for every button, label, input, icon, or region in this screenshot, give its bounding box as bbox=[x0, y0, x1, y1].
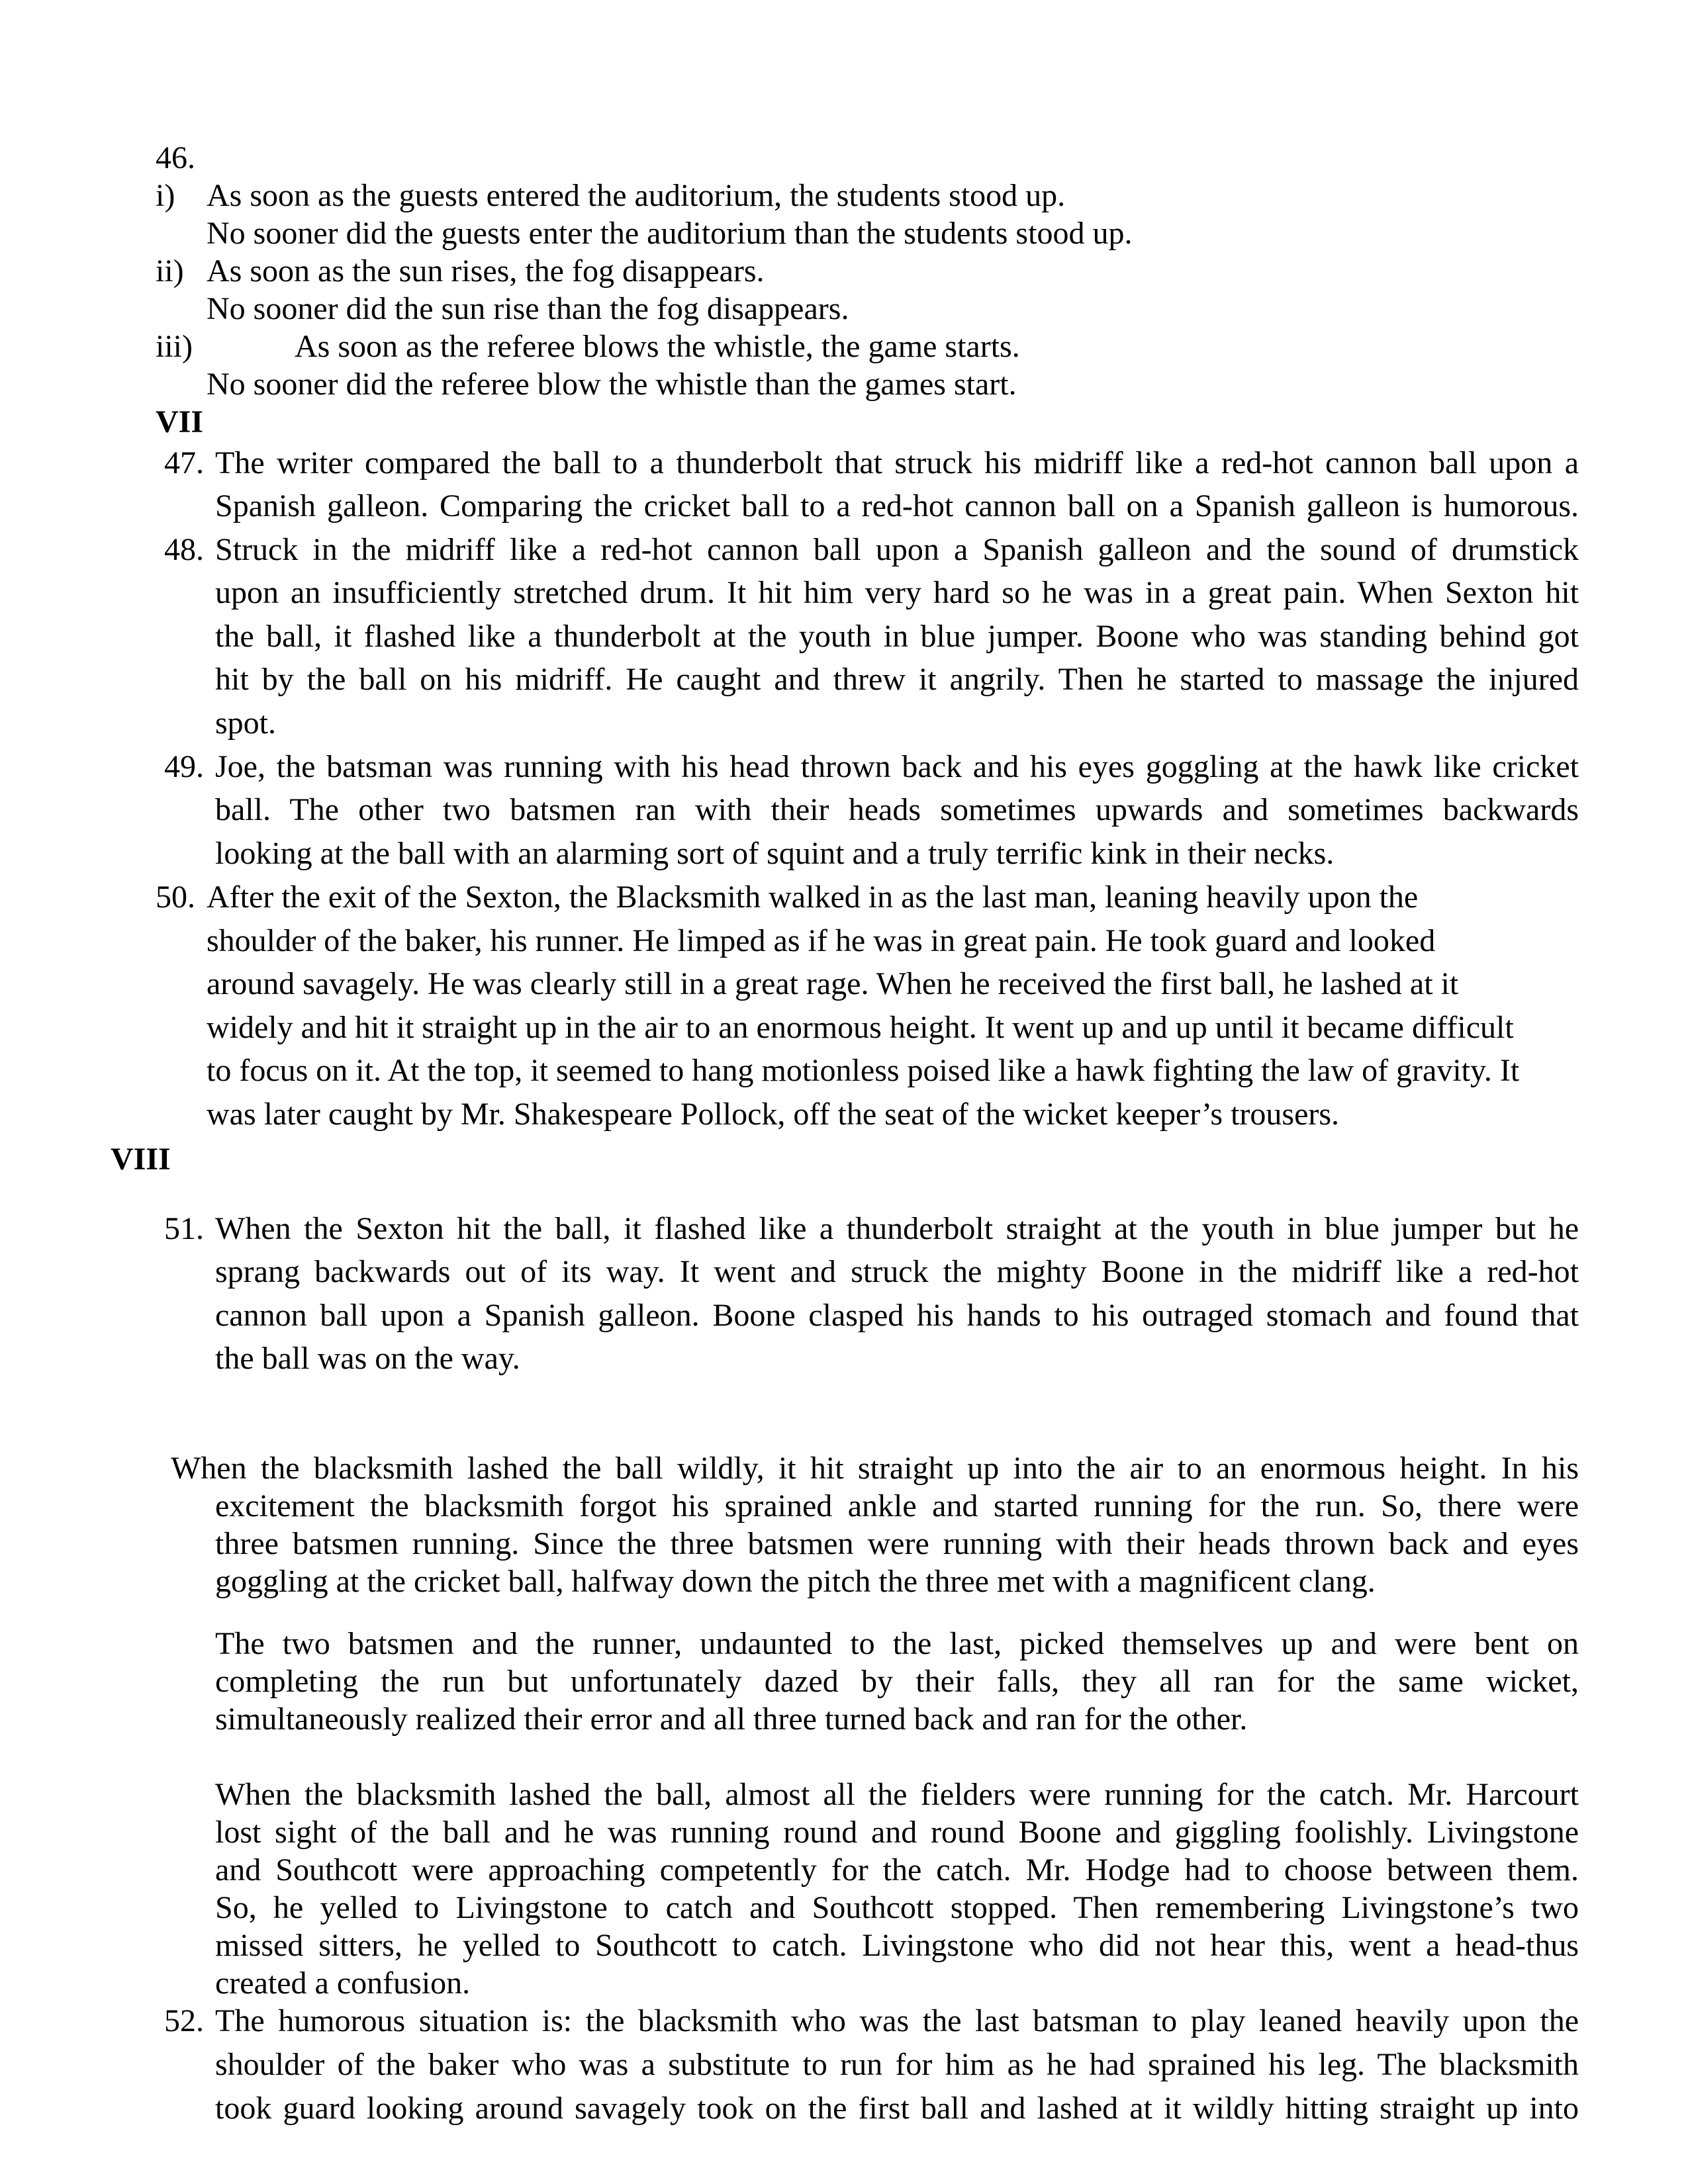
answer-line: As soon as the guests entered the auditorium, the students stood up. bbox=[207, 178, 1066, 213]
paragraph-line: created a confusion. bbox=[215, 1966, 471, 2001]
answer-line: around savagely. He was clearly still in a great rage. When he received the first ball, he lashed at it bbox=[207, 966, 1459, 1001]
item-label: iii) bbox=[156, 329, 193, 364]
answer-line: After the exit of the Sexton, the Blacksmith walked in as the last man, leaning heavily upon the bbox=[207, 880, 1419, 915]
question-number: 49. bbox=[164, 749, 204, 784]
item-label: ii) bbox=[156, 253, 184, 289]
answer-line: Struck in the midriff like a red-hot cannon ball upon a Spanish galleon and the sound of drumstick bbox=[215, 532, 1579, 567]
answer-line: took guard looking around savagely took on the first ball and lashed at it wildly hitting straight up into bbox=[215, 2091, 1579, 2126]
answer-line: cannon ball upon a Spanish galleon. Boone clasped his hands to his outraged stomach and found that bbox=[215, 1298, 1579, 1333]
answer-line: the ball was on the way. bbox=[215, 1341, 520, 1376]
answer-line: No sooner did the guests enter the auditorium than the students stood up. bbox=[207, 216, 1133, 251]
paragraph-line: and Southcott were approaching competently for the catch. Mr. Hodge had to choose between them. bbox=[215, 1852, 1579, 1888]
section-heading: VIII bbox=[111, 1142, 171, 1177]
answer-line: the ball, it flashed like a thunderbolt at the youth in blue jumper. Boone who was standing behind got bbox=[215, 619, 1579, 654]
paragraph-line: simultaneously realized their error and all three turned back and ran for the other. bbox=[215, 1702, 1248, 1737]
answer-line: looking at the ball with an alarming sort of squint and a truly terrific kink in their necks. bbox=[215, 836, 1335, 871]
answer-line: As soon as the sun rises, the fog disappears. bbox=[207, 253, 765, 289]
paragraph-line: So, he yelled to Livingstone to catch and Southcott stopped. Then remembering Livingstone’s two bbox=[215, 1890, 1579, 1925]
question-number: 46. bbox=[156, 140, 195, 175]
question-number: 51. bbox=[164, 1211, 204, 1246]
answer-line: was later caught by Mr. Shakespeare Pollock, off the seat of the wicket keeper’s trousers. bbox=[207, 1097, 1340, 1132]
answer-line: upon an insufficiently stretched drum. It hit him very hard so he was in a great pain. When Sexton hit bbox=[215, 575, 1579, 610]
answer-line: spot. bbox=[215, 705, 277, 741]
question-number: 52. bbox=[164, 2003, 204, 2038]
answer-line: When the Sexton hit the ball, it flashed like a thunderbolt straight at the youth in blue jumper but he bbox=[215, 1211, 1579, 1246]
paragraph-line: excitement the blacksmith forgot his sprained ankle and started running for the run. So, there were bbox=[215, 1488, 1579, 1524]
answer-line: The writer compared the ball to a thunderbolt that struck his midriff like a red-hot cannon ball upon a bbox=[215, 445, 1579, 480]
answer-line: No sooner did the referee blow the whistle than the games start. bbox=[207, 367, 1017, 402]
answer-line: The humorous situation is: the blacksmith who was the last batsman to play leaned heavily upon the bbox=[215, 2003, 1579, 2038]
answer-line: hit by the ball on his midriff. He caught and threw it angrily. Then he started to massage the injured bbox=[215, 662, 1579, 697]
answer-line: Spanish galleon. Comparing the cricket ball to a red-hot cannon ball on a Spanish galleon is humorous. bbox=[215, 488, 1579, 523]
item-label: i) bbox=[156, 178, 175, 213]
question-number: 48. bbox=[164, 532, 204, 567]
answer-line: As soon as the referee blows the whistle, the game starts. bbox=[295, 329, 1020, 364]
answer-line: shoulder of the baker, his runner. He limped as if he was in great pain. He took guard and looked bbox=[207, 923, 1436, 958]
paragraph-line: When the blacksmith lashed the ball, almost all the fielders were running for the catch. Mr. Harcourt bbox=[215, 1777, 1579, 1812]
paragraph-line: The two batsmen and the runner, undaunted to the last, picked themselves up and were bent on bbox=[215, 1626, 1579, 1661]
paragraph-line: lost sight of the ball and he was running round and round Boone and giggling foolishly. Livingstone bbox=[215, 1815, 1579, 1850]
answer-line: No sooner did the sun rise than the fog disappears. bbox=[207, 291, 849, 326]
answer-line: shoulder of the baker who was a substitute to run for him as he had sprained his leg. The blacksmith bbox=[215, 2047, 1579, 2082]
question-number: 50. bbox=[156, 880, 195, 915]
answer-line: Joe, the batsman was running with his head thrown back and his eyes goggling at the hawk like cricket bbox=[215, 749, 1579, 784]
paragraph-line: goggling at the cricket ball, halfway down the pitch the three met with a magnificent clang. bbox=[215, 1564, 1376, 1599]
question-number: 47. bbox=[164, 445, 204, 480]
answer-line: widely and hit it straight up in the air to an enormous height. It went up and up until it became difficult bbox=[207, 1010, 1514, 1045]
answer-line: to focus on it. At the top, it seemed to hang motionless poised like a hawk fighting the law of gravity. It bbox=[207, 1053, 1520, 1088]
answer-line: ball. The other two batsmen ran with their heads sometimes upwards and sometimes backwards bbox=[215, 792, 1579, 827]
paragraph-line: missed sitters, he yelled to Southcott to catch. Livingstone who did not hear this, went a head-thus bbox=[215, 1928, 1579, 1963]
paragraph-line: three batsmen running. Since the three batsmen were running with their heads thrown back and eyes bbox=[215, 1526, 1579, 1561]
paragraph-line: completing the run but unfortunately dazed by their falls, they all ran for the same wicket, bbox=[215, 1664, 1579, 1699]
answer-line: sprang backwards out of its way. It went and struck the mighty Boone in the midriff like a red-hot bbox=[215, 1254, 1579, 1289]
paragraph-line: When the blacksmith lashed the ball wildly, it hit straight up into the air to an enormous height. In his bbox=[171, 1451, 1579, 1486]
section-heading: VII bbox=[156, 404, 204, 439]
